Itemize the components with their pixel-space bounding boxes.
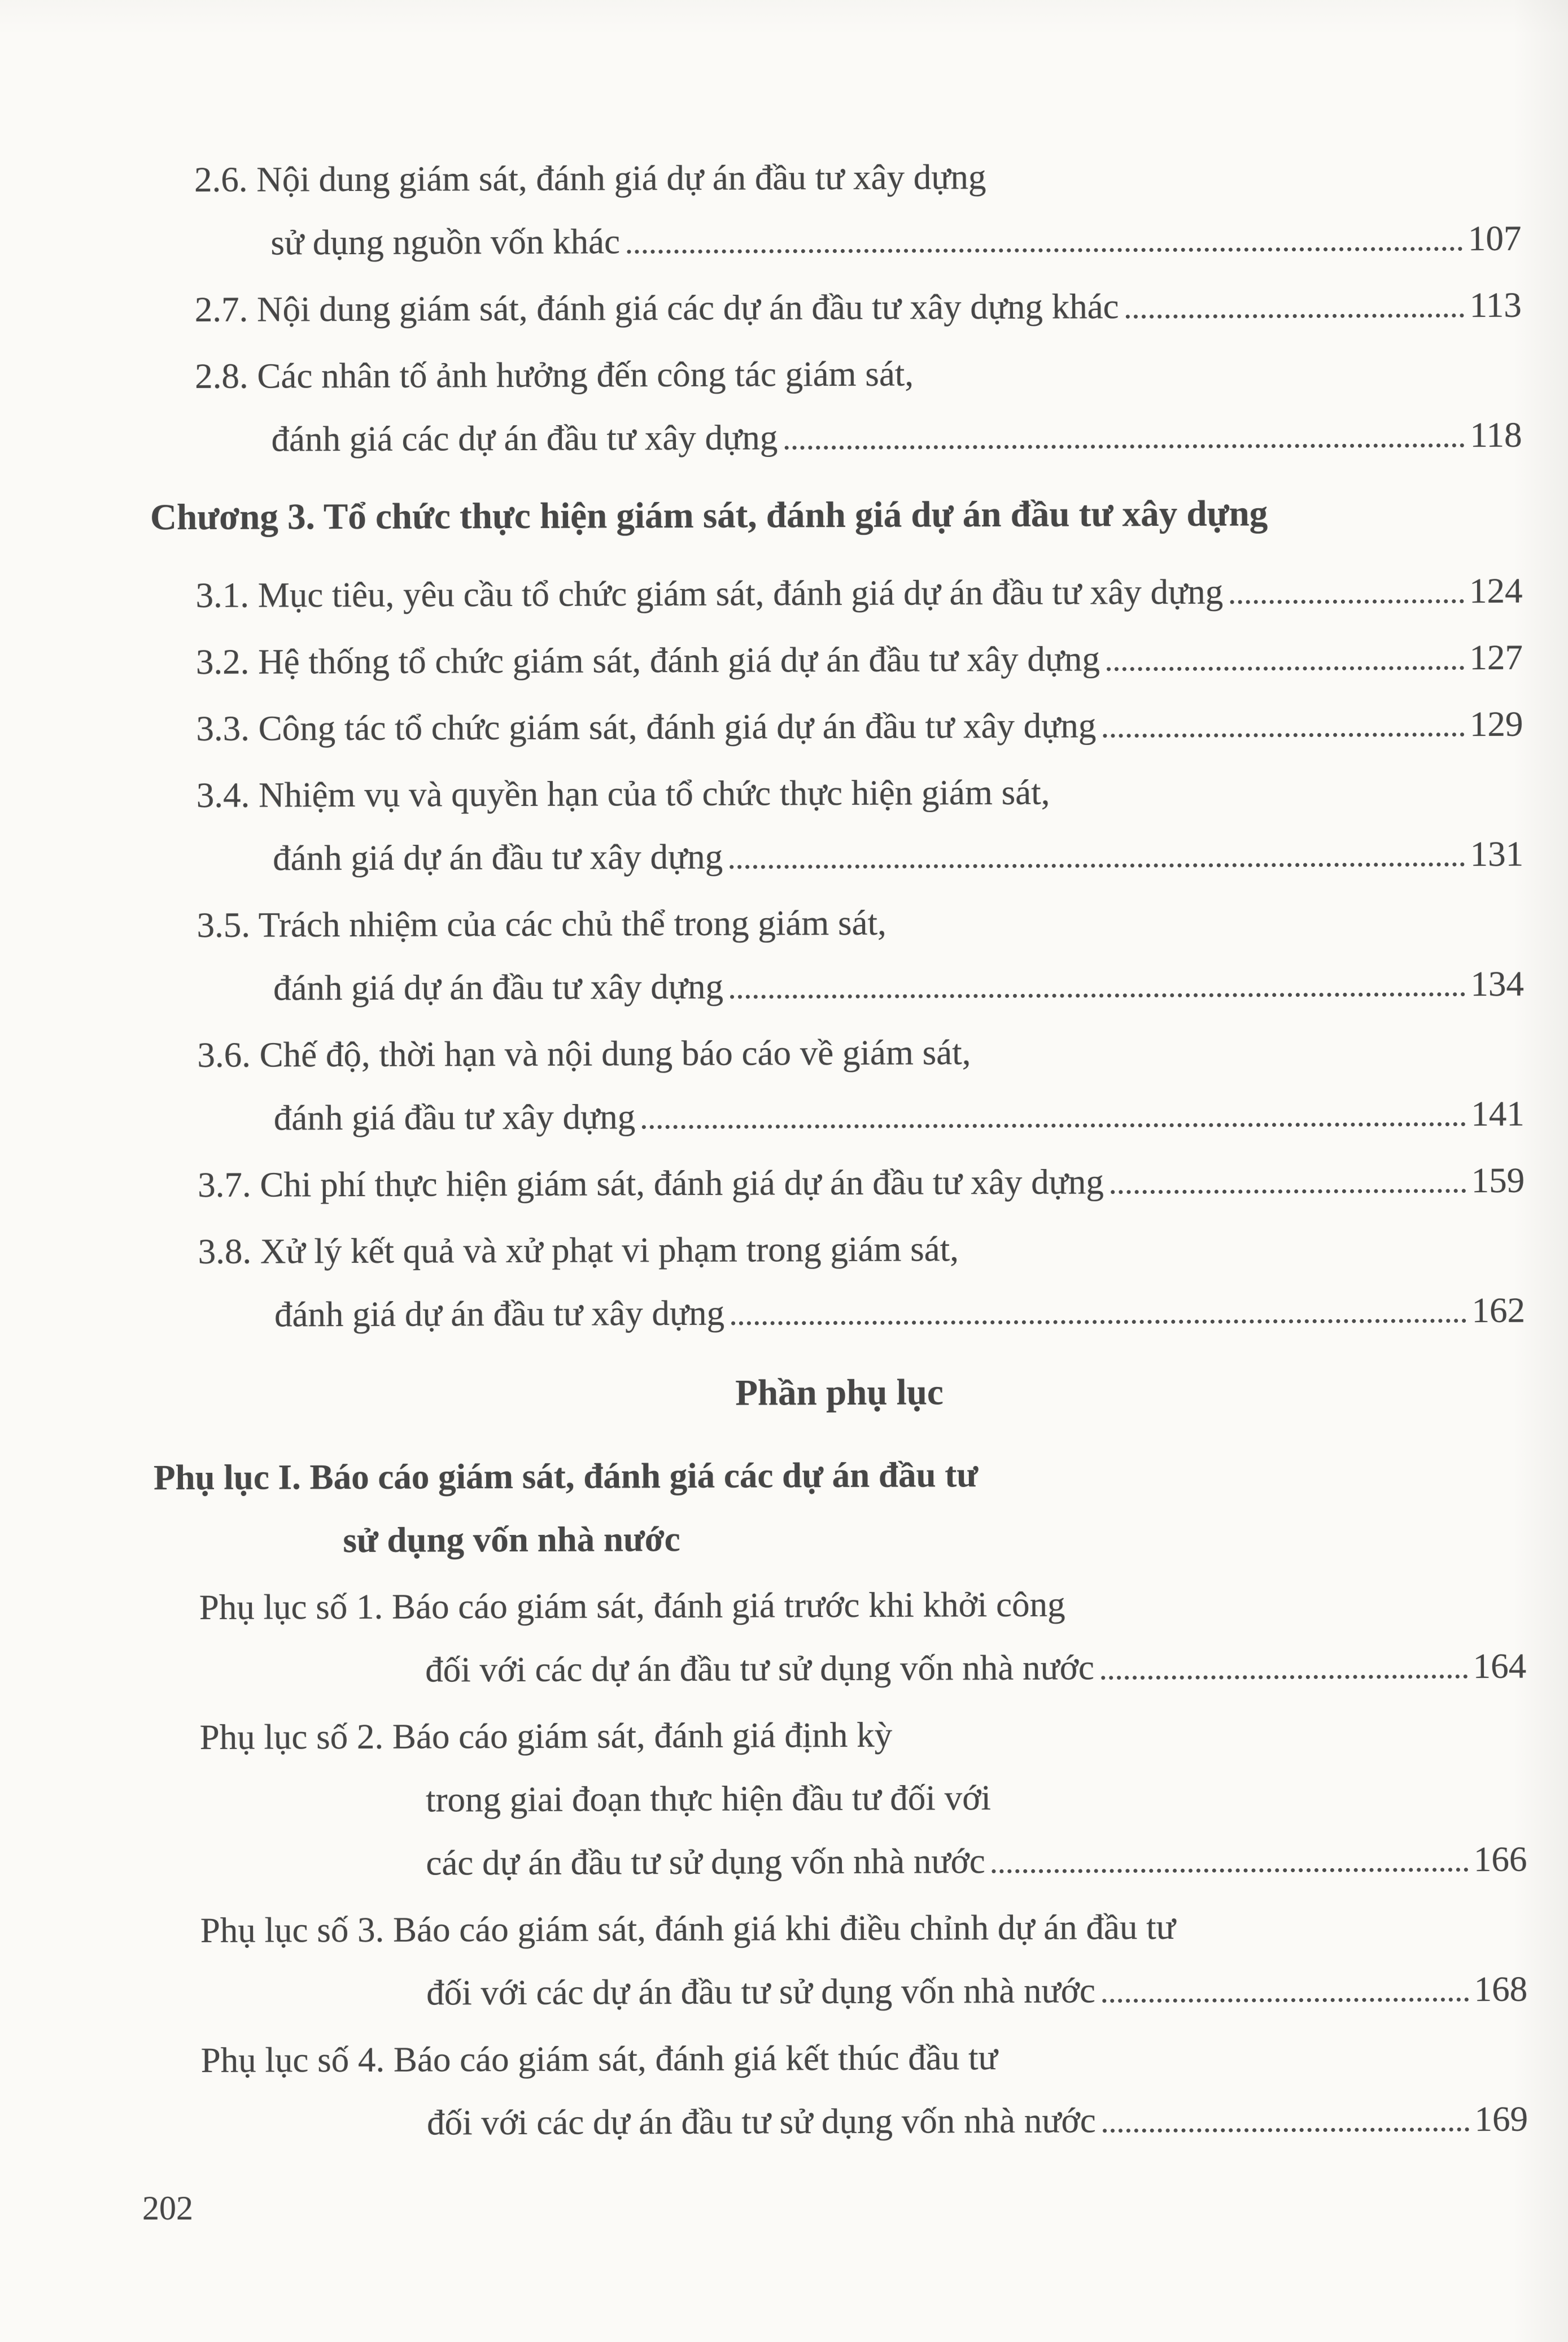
toc-entry: [151, 692, 1523, 760]
toc-entry-lines: [149, 143, 1522, 274]
toc-line: [425, 1634, 1526, 1702]
toc-line: [153, 1359, 1525, 1427]
toc-line: [426, 1764, 1527, 1831]
toc-entry-lines: [150, 481, 1522, 549]
toc-line: [273, 822, 1523, 890]
toc-line-text: Phụ lục số 2. Báo cáo giám sát, đánh giá định kỳ: [199, 1715, 893, 1757]
toc-line: [196, 626, 1523, 694]
page-number: 168: [1474, 1969, 1528, 2009]
page-number: 129: [1469, 704, 1523, 744]
toc-line: [274, 1279, 1525, 1346]
dot-leader: [730, 862, 1465, 869]
toc-line-text: 2.6. Nội dung giám sát, đánh giá dự án đầu tư xây dựng: [194, 157, 986, 199]
toc-entry: [150, 273, 1522, 341]
toc-entry: [150, 559, 1522, 627]
dot-leader: [1107, 666, 1464, 671]
toc-line: [426, 1828, 1527, 1895]
page-number: 127: [1469, 637, 1523, 678]
dot-leader: [1111, 1189, 1466, 1194]
toc-line-text: 2.7. Nội dung giám sát, đánh giá các dự án đầu tư xây dựng khác: [194, 286, 1119, 329]
toc-line: [343, 1504, 1526, 1572]
toc-line-text: 3.2. Hệ thống tổ chức giám sát, đánh giá dự án đầu tư xây dựng: [195, 639, 1100, 682]
toc-line-text: đánh giá các dự án đầu tư xây dựng: [271, 417, 778, 459]
dot-leader: [1126, 313, 1464, 319]
toc-line: [196, 759, 1523, 827]
toc-line-text: 3.3. Công tác tổ chức giám sát, đánh giá dự án đầu tư xây dựng: [196, 705, 1097, 748]
toc-line-text: Phụ lục I. Báo cáo giám sát, đánh giá các dự án đầu tư: [153, 1455, 979, 1498]
toc-line: [274, 1082, 1525, 1150]
toc-line: [195, 559, 1522, 627]
page-number: 124: [1469, 570, 1523, 611]
toc: [149, 143, 1528, 2155]
toc-line-text: đánh giá dự án đầu tư xây dựng: [273, 836, 723, 878]
toc-entry-lines: [153, 1359, 1525, 1427]
toc-entry: [152, 1149, 1525, 1216]
toc-entry: [155, 2024, 1528, 2155]
toc-line-text: Chương 3. Tổ chức thực hiện giám sát, đánh giá dự án đầu tư xây dựng: [150, 493, 1268, 538]
page-number: 162: [1471, 1290, 1526, 1331]
toc-entry-lines: [150, 273, 1522, 341]
toc-entry: [150, 481, 1522, 549]
toc-entry: [154, 1701, 1527, 1895]
dot-leader: [1230, 599, 1464, 604]
page-number: 141: [1471, 1093, 1525, 1134]
page-number: 113: [1469, 285, 1522, 325]
toc-line-text: đối với các dự án đầu tư sử dụng vốn nhà nước: [425, 1647, 1095, 1690]
toc-line-text: các dự án đầu tư sử dụng vốn nhà nước: [426, 1841, 985, 1883]
toc-entry-lines: [151, 759, 1524, 890]
footer-page-number: 202: [142, 2190, 193, 2227]
toc-line-text: 3.1. Mục tiêu, yêu cầu tổ chức giám sát, đánh giá dự án đầu tư xây dựng: [195, 572, 1224, 615]
toc-line: [200, 2024, 1527, 2092]
toc-line-text: 3.7. Chi phí thực hiện giám sát, đánh giá dự án đầu tư xây dựng: [198, 1162, 1104, 1205]
toc-entry: [151, 889, 1524, 1020]
toc-entry-lines: [154, 1571, 1527, 1702]
toc-line-text: 2.8. Các nhân tố ảnh hưởng đến công tác giám sát,: [195, 354, 914, 396]
dot-leader: [627, 247, 1462, 254]
toc-entry: [151, 626, 1523, 694]
toc-entry-lines: [155, 2024, 1528, 2155]
toc-line: [194, 143, 1521, 211]
dot-leader: [642, 1122, 1465, 1129]
toc-line: [154, 1441, 1526, 1509]
toc-entry: [152, 1019, 1525, 1150]
toc-line-text: 3.5. Trách nhiệm của các chủ thể trong giám sát,: [196, 902, 886, 945]
toc-line: [426, 1957, 1527, 2025]
toc-line: [195, 273, 1522, 341]
toc-line: [270, 207, 1521, 274]
toc-line-text: 3.4. Nhiệm vụ và quyền hạn của tổ chức thực hiện giám sát,: [196, 772, 1050, 815]
toc-line-text: Phụ lục số 4. Báo cáo giám sát, đánh giá kết thúc đầu tư: [200, 2038, 998, 2080]
toc-line: [197, 1019, 1524, 1087]
toc-line: [150, 481, 1522, 549]
toc-entry-lines: [154, 1441, 1526, 1572]
dot-leader: [730, 992, 1465, 999]
toc-line: [196, 889, 1523, 957]
page-number: 169: [1474, 2099, 1528, 2139]
toc-entry: [151, 759, 1524, 890]
toc-entry-lines: [151, 889, 1524, 1020]
toc-line-text: đánh giá dự án đầu tư xây dựng: [274, 1293, 725, 1334]
page-number: 134: [1470, 963, 1525, 1004]
toc-line: [199, 1571, 1526, 1639]
toc-line: [198, 1215, 1525, 1283]
toc-entry: [155, 1894, 1528, 2025]
toc-line-text: Phần phụ lục: [735, 1372, 944, 1414]
toc-line-text: sử dụng vốn nhà nước: [343, 1519, 680, 1560]
page-number: 166: [1473, 1839, 1527, 1879]
toc-entry: [153, 1359, 1525, 1427]
toc-line-text: Phụ lục số 3. Báo cáo giám sát, đánh giá khi điều chỉnh dự án đầu tư: [200, 1907, 1176, 1950]
toc-line: [198, 1149, 1525, 1216]
page-number: 107: [1467, 218, 1522, 259]
toc-entry-lines: [154, 1701, 1527, 1895]
dot-leader: [992, 1868, 1468, 1873]
toc-entry-lines: [151, 626, 1523, 694]
toc-line-text: đối với các dự án đầu tư sử dụng vốn nhà nước: [426, 2100, 1096, 2143]
dot-leader: [1102, 1998, 1469, 2003]
page-number: 159: [1471, 1160, 1525, 1201]
toc-line: [273, 952, 1524, 1020]
toc-line: [195, 340, 1522, 408]
toc-line-text: Phụ lục số 1. Báo cáo giám sát, đánh giá trước khi khởi công: [199, 1584, 1065, 1627]
dot-leader: [731, 1319, 1466, 1325]
toc-line-text: đối với các dự án đầu tư sử dụng vốn nhà nước: [426, 1970, 1096, 2013]
toc-line: [199, 1701, 1526, 1769]
toc-line-text: đánh giá đầu tư xây dựng: [273, 1097, 636, 1138]
toc-entry: [150, 340, 1522, 471]
toc-entry-lines: [155, 1894, 1528, 2025]
toc-entry-lines: [152, 1019, 1525, 1150]
toc-entry: [149, 143, 1522, 274]
dot-leader: [1101, 1674, 1467, 1680]
page-number: 164: [1473, 1646, 1527, 1686]
toc-entry: [154, 1571, 1527, 1702]
toc-line-text: trong giai đoạn thực hiện đầu tư đối với: [425, 1778, 992, 1820]
toc-line-text: sử dụng nguồn vốn khác: [270, 221, 621, 263]
toc-line-text: 3.6. Chế độ, thời hạn và nội dung báo cáo về giám sát,: [197, 1032, 971, 1075]
toc-line: [196, 692, 1523, 760]
dot-leader: [1103, 2127, 1469, 2132]
dot-leader: [1103, 732, 1464, 738]
toc-line-text: 3.8. Xử lý kết quả và xử phạt vi phạm trong giám sát,: [198, 1229, 959, 1271]
toc-line: [271, 403, 1522, 471]
toc-entry-lines: [151, 692, 1523, 760]
toc-line: [200, 1894, 1527, 1962]
toc-entry-lines: [152, 1215, 1525, 1346]
toc-line-text: đánh giá dự án đầu tư xây dựng: [273, 966, 724, 1008]
toc-entry-lines: [150, 559, 1522, 627]
toc-entry-lines: [150, 340, 1522, 471]
toc-entry-lines: [152, 1149, 1525, 1216]
toc-line: [427, 2087, 1528, 2155]
page-number: 118: [1470, 415, 1522, 455]
dot-leader: [784, 443, 1464, 450]
toc-entry: [154, 1441, 1526, 1572]
toc-entry: [152, 1215, 1525, 1346]
page-number: 131: [1470, 834, 1524, 874]
